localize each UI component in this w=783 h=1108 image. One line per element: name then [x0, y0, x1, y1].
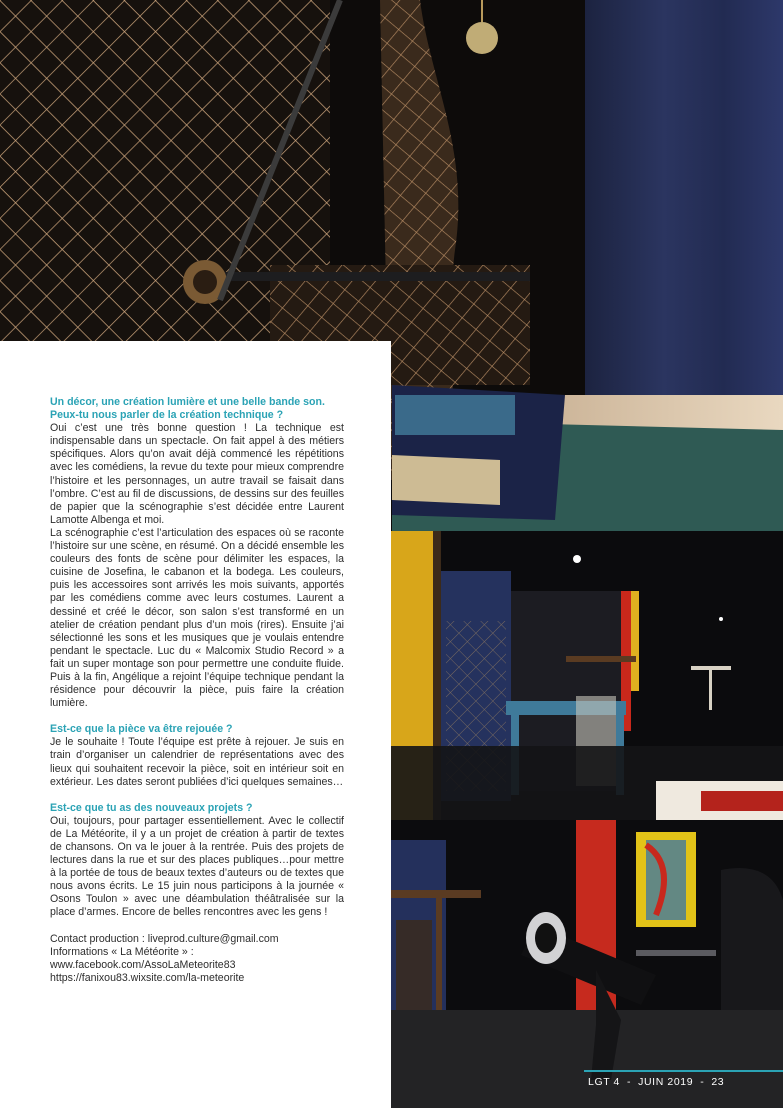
- page-footer: [584, 1070, 783, 1108]
- answer-paragraph: La scénographie c’est l’articulation des espaces où se raconte l’histoire sur une scène, en résumé. On a décidé ensemble les couleurs des fonts de scène pour délimiter les espaces, la cuisine de Josefina, le cabanon et la bodega. Les couleurs, puis les accessoires sont arrivés les mois suivants, apportés par les comédiens comme avec leurs costumes. Laurent a dessiné et créé le décor, son salon s’est transformé en un atelier de création pendant plus d’un mois (rires). Ensuite j’ai sélectionné les sons et les musiques que je voulais entendre pendant le spectacle. Luc du « Malcomix Studio Record » a fait un super montage son pour permettre une conduite fluide. Puis à la fin, Angélique a rejoint l’équipe technique pendant la résidence pour découvrir la pièce, puis faire la création lumière.: [50, 526, 344, 710]
- footer-rule: [584, 1070, 783, 1072]
- contact-production: Contact production : liveprod.culture@gmail.com: [50, 932, 279, 945]
- question-technical-creation: Un décor, une création lumière et une belle bande son. Peux-tu nous parler de la création technique ?: [50, 396, 325, 422]
- contact-info-label: Informations « La Météorite » :: [50, 945, 194, 958]
- answer-paragraph: Je le souhaite ! Toute l’équipe est prête à rejouer. Je suis en train d’organiser un calendrier de représentations avec des lieux qui souhaitent recevoir la pièce, soit en intérieur soit en extérieur. Les dates seront publiées d’ici quelques semaines…: [50, 736, 344, 788]
- article-panel: [0, 341, 391, 1108]
- question-new-projects: Est-ce que tu as des nouveaux projets ?: [50, 801, 253, 814]
- interview-article: [50, 396, 344, 985]
- folio-label: LGT 4 - JUIN 2019 - 23: [588, 1076, 725, 1088]
- stage-set-cabin-photo: [391, 531, 783, 820]
- question-replay: Est-ce que la pièce va être rejouée ?: [50, 723, 233, 736]
- answer-paragraph: Oui, toujours, pour partager essentiellement. Avec le collectif de La Météorite, il y a un projet de création à partir de textes de chansons. On va le jouer à la rentrée. Puis des projets de lectures dans la rue et sur des places publiques…pour mettre à la portée de tous de beaux textes d’auteurs ou de textes que nous avons écrits. Le 15 juin nous participons à la journée « Osons Toulon » avec une déambulation théâtralisée sur la place d’armes. Encore de belles rencontres avec les gens !: [50, 814, 344, 919]
- website-link[interactable]: https://fanixou83.wixsite.com/la-meteorite: [50, 971, 245, 984]
- answer-paragraph: Oui c’est une très bonne question ! La technique est indispensable dans un spectacle. On fait appel à des métiers spécifiques. Alors qu’on avait déjà commencé les répétitions avec les comédiens, la revue du texte pour mieux comprendre l’histoire et les personnages, un autre travail se faisait dans l’ombre. C’est au fil de discussions, de dessins sur des feuilles de papier que la scénographie s’est décidée entre Laurent Lamotte Albenga et moi.: [50, 422, 344, 526]
- facebook-link[interactable]: www.facebook.com/AssoLaMeteorite83: [50, 958, 236, 971]
- stage-spotlight-photo: [391, 820, 783, 1108]
